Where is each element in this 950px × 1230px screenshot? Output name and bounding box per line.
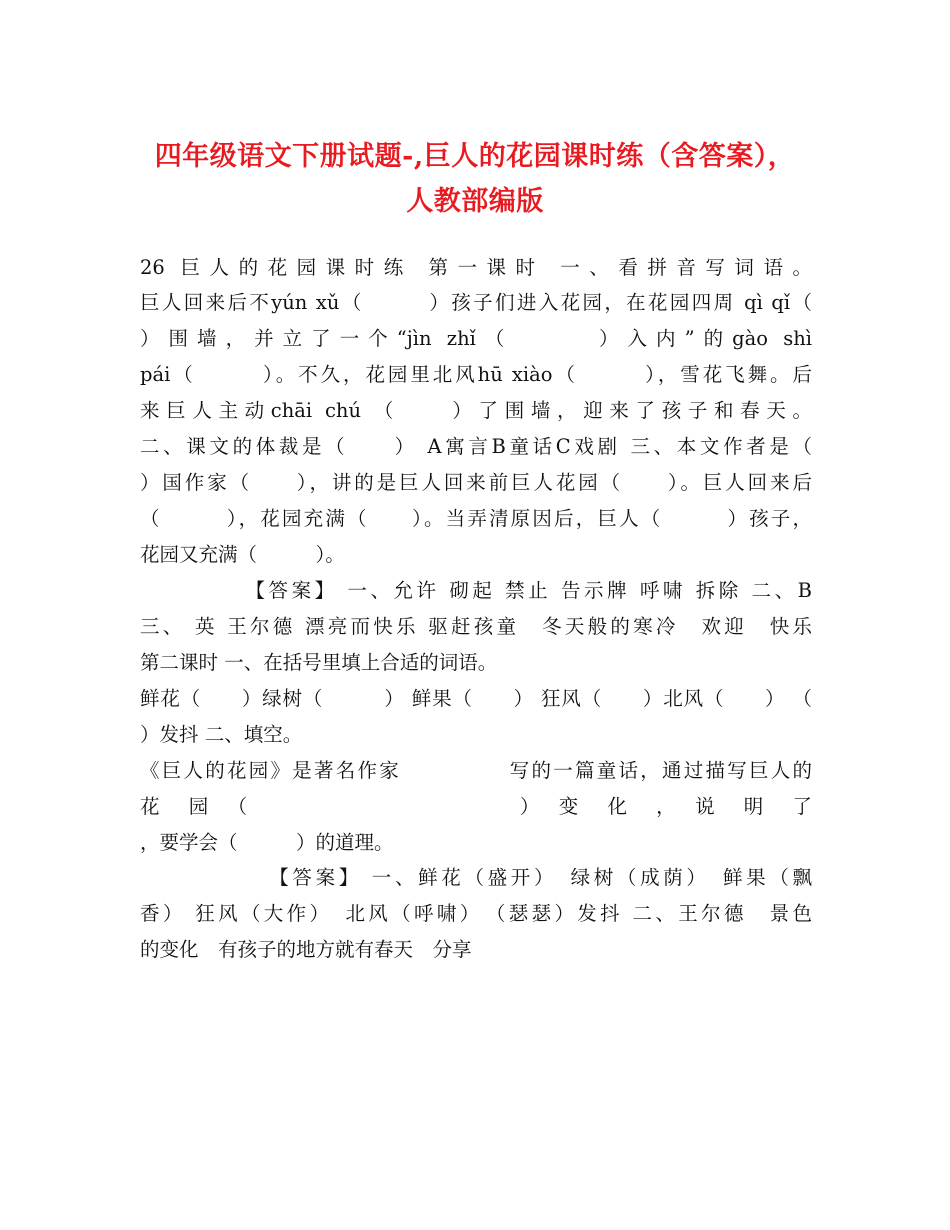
text-line: （ ），花园充满（ ）。当弄清原因后，巨人（ ）孩子， bbox=[140, 507, 812, 530]
text-line: ）围墙，并立了一个“jìn zhǐ（ ）入内”的gào shì bbox=[140, 327, 812, 350]
text-line: 鲜花（ ）绿树（ ） 鲜果（ ） 狂风（ ）北风（ ） （ bbox=[140, 687, 812, 710]
text-line: ，要学会（ ）的道理。 bbox=[140, 831, 394, 854]
answer-line: 三、 英 王尔德 漂亮而快乐 驱赶孩童 冬天般的寒冷 欢迎 快乐 bbox=[140, 615, 812, 638]
text-line: 花园又充满（ ）。 bbox=[140, 543, 345, 566]
answer-line: 香） 狂风（大作） 北风（呼啸） （瑟瑟）发抖 二、王尔德 景色 bbox=[140, 902, 812, 925]
text-line: 来巨人主动chāi chú （ ）了围墙，迎来了孩子和春天。 bbox=[140, 399, 812, 422]
text-line: 26 巨人的花园课时练 第一课时 一、看拼音写词语。 bbox=[140, 256, 812, 279]
answer-line: 【答案】 一、鲜花（盛开） 绿树（成荫） 鲜果（飘 bbox=[140, 866, 812, 889]
text-line: 《巨人的花园》是著名作家 写的一篇童话，通过描写巨人的 bbox=[140, 759, 812, 782]
document-title-line-1: 四年级语文下册试题-,巨人的花园课时练（含答案）， bbox=[154, 141, 796, 172]
answer-line: 【答案】 一、允许 砌起 禁止 告示牌 呼啸 拆除 二、B bbox=[140, 579, 812, 602]
text-line: ）发抖 二、填空。 bbox=[140, 723, 303, 746]
text-line: 巨人回来后不yún xǔ（ ）孩子们进入花园，在花园四周 qì qǐ（ bbox=[140, 291, 812, 314]
text-line: 二、课文的体裁是（ ） A寓言B童话C戏剧 三、本文作者是（ bbox=[140, 435, 812, 458]
document-title-line-2: 人教部编版 bbox=[406, 186, 544, 217]
answer-line: 的变化 有孩子的地方就有春天 分享 bbox=[140, 938, 472, 961]
text-line: ）国作家（ ），讲的是巨人回来前巨人花园（ ）。巨人回来后 bbox=[140, 471, 812, 494]
text-line: 花 园 （ ） 变 化 ， 说 明 了 bbox=[140, 795, 812, 818]
text-line: pái（ ）。不久，花园里北风hū xiào（ ），雪花飞舞。后 bbox=[140, 363, 812, 386]
text-line: 第二课时 一、在括号里填上合适的词语。 bbox=[140, 651, 498, 674]
